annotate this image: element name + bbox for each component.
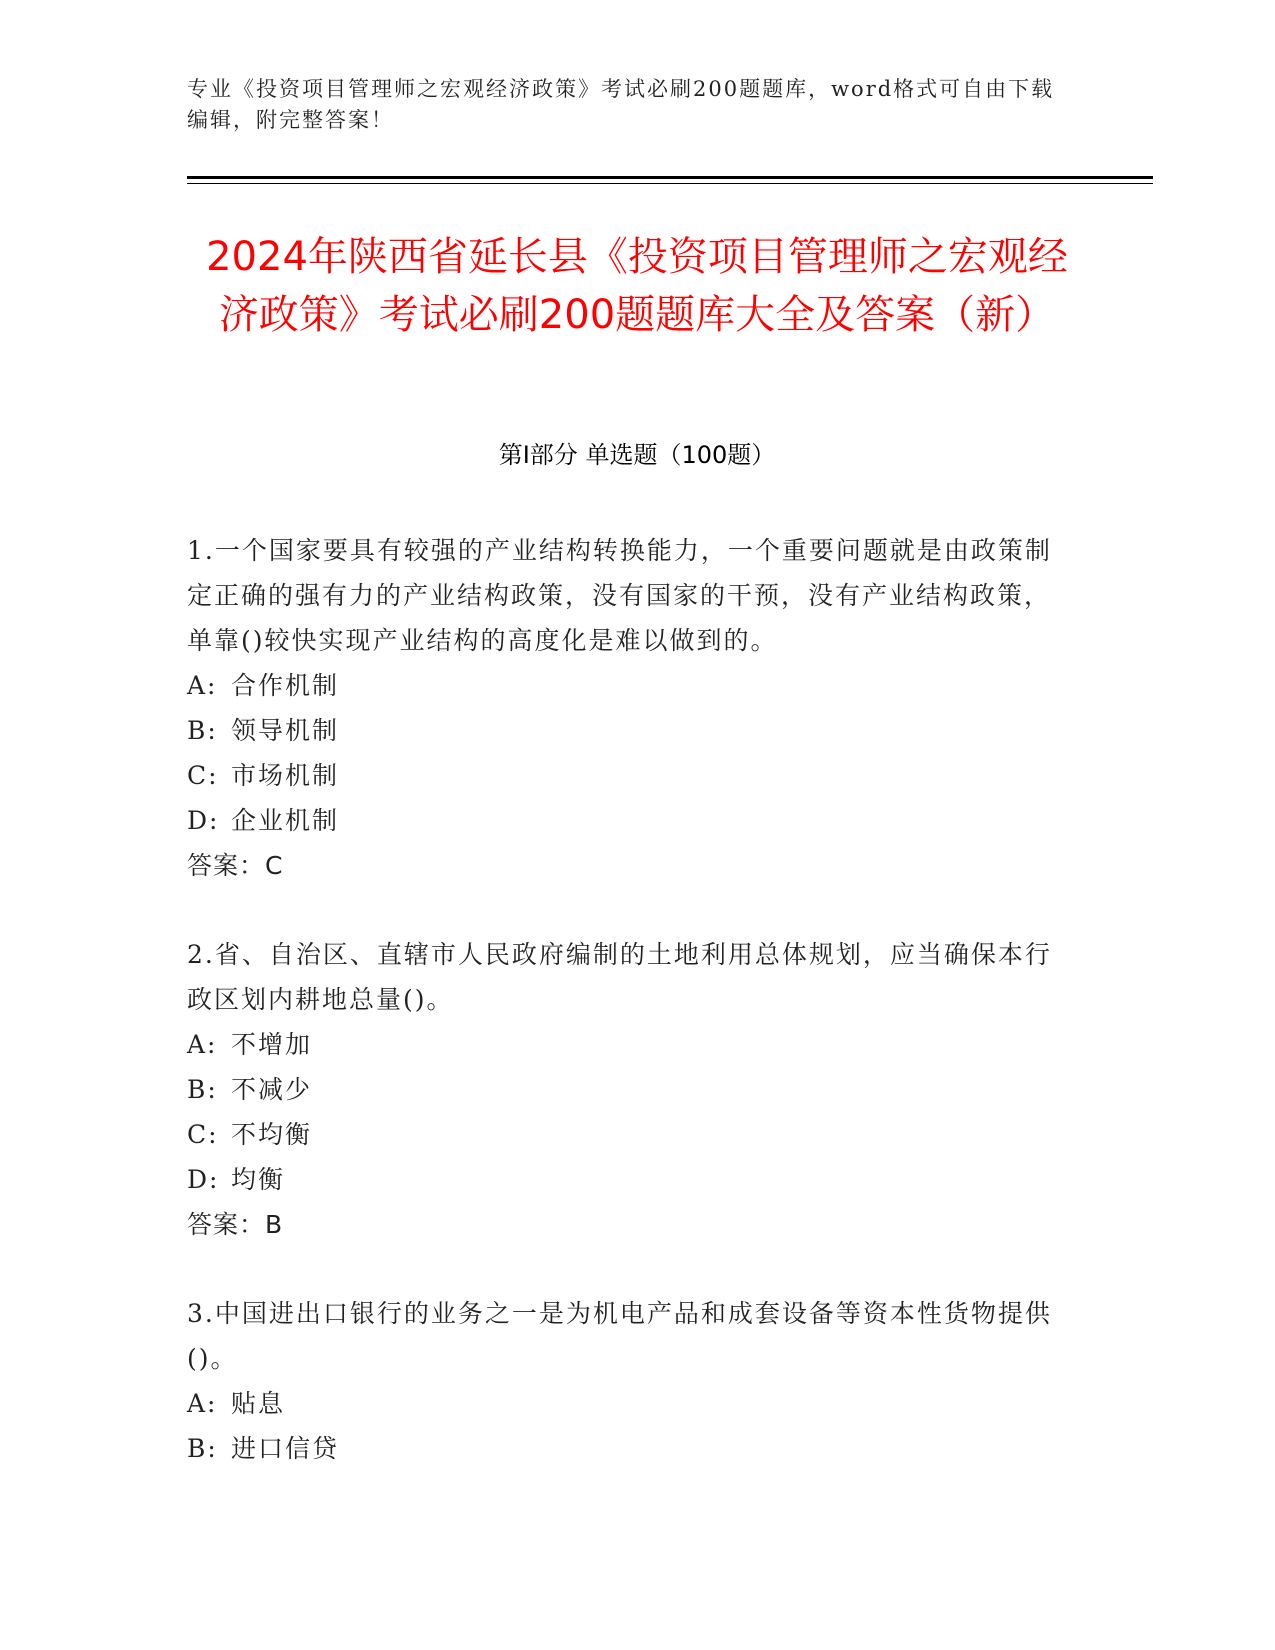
option-c xyxy=(187,1112,1067,1157)
option-text: 企业机制 xyxy=(231,806,340,835)
option-b xyxy=(187,708,1067,753)
option-letter: D: xyxy=(187,806,220,835)
question-list xyxy=(187,528,1067,1515)
option-text: 进口信贷 xyxy=(231,1434,340,1463)
option-text: 合作机制 xyxy=(231,671,340,700)
option-letter: A: xyxy=(187,671,218,700)
option-letter: D: xyxy=(187,1165,220,1194)
option-letter: B: xyxy=(187,1075,218,1104)
option-a xyxy=(187,1381,1067,1426)
option-text: 领导机制 xyxy=(231,716,340,745)
header-note: 专业《投资项目管理师之宏观经济政策》考试必刷200题题库，word格式可自由下载编辑，附完整答案！ xyxy=(187,77,1055,132)
option-a xyxy=(187,663,1067,708)
header-rule-thin xyxy=(187,183,1153,184)
option-letter: A: xyxy=(187,1389,218,1418)
option-b xyxy=(187,1426,1067,1471)
option-d xyxy=(187,798,1067,843)
option-d xyxy=(187,1157,1067,1202)
answer: 答案：B xyxy=(187,1210,284,1239)
question-stem: 2.省、自治区、直辖市人民政府编制的土地利用总体规划，应当确保本行政区划内耕地总量()。 xyxy=(187,940,1052,1014)
option-text: 市场机制 xyxy=(231,761,340,790)
option-b xyxy=(187,1067,1067,1112)
question-3 xyxy=(187,1291,1067,1471)
option-c xyxy=(187,753,1067,798)
header-rule-thick xyxy=(187,176,1153,179)
option-text: 均衡 xyxy=(231,1165,286,1194)
option-letter: B: xyxy=(187,1434,218,1463)
option-a xyxy=(187,1022,1067,1067)
option-text: 不增加 xyxy=(231,1030,313,1059)
question-stem: 3.中国进出口银行的业务之一是为机电产品和成套设备等资本性货物提供()。 xyxy=(187,1299,1052,1373)
document-title: 2024年陕西省延长县《投资项目管理师之宏观经济政策》考试必刷200题题库大全及答案（新） xyxy=(206,234,1068,338)
option-letter: A: xyxy=(187,1030,218,1059)
option-letter: B: xyxy=(187,716,218,745)
option-text: 贴息 xyxy=(231,1389,286,1418)
option-text: 不减少 xyxy=(231,1075,313,1104)
option-letter: C: xyxy=(187,1120,219,1149)
question-2 xyxy=(187,932,1067,1247)
answer: 答案：C xyxy=(187,851,284,880)
option-letter: C: xyxy=(187,761,219,790)
question-stem: 1.一个国家要具有较强的产业结构转换能力，一个重要问题就是由政策制定正确的强有力的产业结构政策，没有国家的干预，没有产业结构政策，单靠()较快实现产业结构的高度化是难以做到的。 xyxy=(187,536,1052,655)
question-1 xyxy=(187,528,1067,888)
section-title: 第Ⅰ部分 单选题（100题） xyxy=(498,441,776,469)
option-text: 不均衡 xyxy=(231,1120,313,1149)
